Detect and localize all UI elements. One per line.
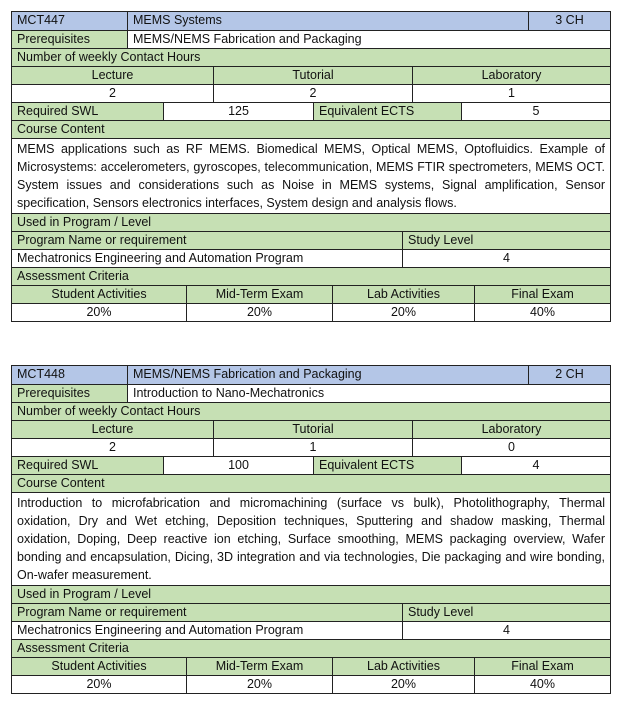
laboratory-value: 1: [412, 85, 610, 102]
prerequisites-label: Prerequisites: [12, 31, 127, 48]
prerequisites-row: [12, 384, 610, 402]
swl-row: [12, 102, 610, 120]
level-header: Study Level: [402, 604, 610, 621]
ects-value: 5: [461, 103, 610, 120]
ects-value: 4: [461, 457, 610, 474]
tutorial-header: Tutorial: [213, 421, 412, 438]
hours-values-row: [12, 438, 610, 456]
program-name: Mechatronics Engineering and Automation Program: [12, 622, 402, 639]
program-header-row: [12, 603, 610, 621]
course-table-mct448: [11, 365, 611, 694]
assessment-label: Assessment Criteria: [12, 268, 610, 285]
level-header: Study Level: [402, 232, 610, 249]
laboratory-header: Laboratory: [412, 67, 610, 84]
used-in-row: [12, 585, 610, 603]
content-row: [12, 492, 610, 585]
credit-hours: 3 CH: [528, 12, 610, 30]
contact-hours-label: Number of weekly Contact Hours: [12, 403, 610, 420]
used-in-label: Used in Program / Level: [12, 586, 610, 603]
lab-activities-value: 20%: [332, 676, 474, 693]
hours-header-row: [12, 66, 610, 84]
used-in-row: [12, 213, 610, 231]
assessment-values-row: [12, 675, 610, 693]
ects-label: Equivalent ECTS: [313, 457, 461, 474]
hours-values-row: [12, 84, 610, 102]
tutorial-header: Tutorial: [213, 67, 412, 84]
lab-activities-value: 20%: [332, 304, 474, 321]
contact-hours-label-row: [12, 402, 610, 420]
contact-hours-label: Number of weekly Contact Hours: [12, 49, 610, 66]
lab-activities-header: Lab Activities: [332, 658, 474, 675]
swl-label: Required SWL: [12, 103, 163, 120]
prerequisites-label: Prerequisites: [12, 385, 127, 402]
midterm-header: Mid-Term Exam: [186, 286, 332, 303]
tutorial-value: 1: [213, 439, 412, 456]
student-activities-value: 20%: [12, 304, 186, 321]
hours-header-row: [12, 420, 610, 438]
lecture-value: 2: [12, 85, 213, 102]
final-exam-header: Final Exam: [474, 658, 610, 675]
lab-activities-header: Lab Activities: [332, 286, 474, 303]
course-title: MEMS/NEMS Fabrication and Packaging: [127, 366, 528, 384]
program-value-row: [12, 621, 610, 639]
program-header-row: [12, 231, 610, 249]
program-header: Program Name or requirement: [12, 232, 402, 249]
midterm-value: 20%: [186, 304, 332, 321]
laboratory-header: Laboratory: [412, 421, 610, 438]
assessment-label: Assessment Criteria: [12, 640, 610, 657]
prerequisites-value: MEMS/NEMS Fabrication and Packaging: [127, 31, 610, 48]
midterm-header: Mid-Term Exam: [186, 658, 332, 675]
content-row: [12, 138, 610, 213]
student-activities-value: 20%: [12, 676, 186, 693]
program-name: Mechatronics Engineering and Automation Program: [12, 250, 402, 267]
student-activities-header: Student Activities: [12, 286, 186, 303]
prerequisites-row: [12, 30, 610, 48]
course-header-row: [12, 12, 610, 30]
tutorial-value: 2: [213, 85, 412, 102]
content-label: Course Content: [12, 121, 610, 138]
swl-row: [12, 456, 610, 474]
content-label-row: [12, 120, 610, 138]
content-label: Course Content: [12, 475, 610, 492]
swl-value: 125: [163, 103, 313, 120]
used-in-label: Used in Program / Level: [12, 214, 610, 231]
program-header: Program Name or requirement: [12, 604, 402, 621]
assessment-values-row: [12, 303, 610, 321]
midterm-value: 20%: [186, 676, 332, 693]
course-code: MCT447: [12, 12, 127, 30]
prerequisites-value: Introduction to Nano-Mechatronics: [127, 385, 610, 402]
laboratory-value: 0: [412, 439, 610, 456]
course-content: MEMS applications such as RF MEMS. Biomedical MEMS, Optical MEMS, Optofluidics. Example of Microsystems: accelerometers, gyroscopes, telecommunication, MEMS FTIR spectrometers, MEMS OCT. System issues and considerations such as Noise in MEMS systems, Signal amplification, Sensor specification, Sensors electronics interfaces, System design and analysis flows.: [12, 139, 610, 213]
credit-hours: 2 CH: [528, 366, 610, 384]
lecture-header: Lecture: [12, 421, 213, 438]
assessment-label-row: [12, 267, 610, 285]
lecture-value: 2: [12, 439, 213, 456]
assessment-header-row: [12, 657, 610, 675]
contact-hours-label-row: [12, 48, 610, 66]
swl-label: Required SWL: [12, 457, 163, 474]
course-table-mct447: [11, 11, 611, 322]
study-level: 4: [402, 250, 610, 267]
content-label-row: [12, 474, 610, 492]
swl-value: 100: [163, 457, 313, 474]
course-header-row: [12, 366, 610, 384]
course-title: MEMS Systems: [127, 12, 528, 30]
course-code: MCT448: [12, 366, 127, 384]
study-level: 4: [402, 622, 610, 639]
final-exam-value: 40%: [474, 676, 610, 693]
program-value-row: [12, 249, 610, 267]
final-exam-value: 40%: [474, 304, 610, 321]
assessment-label-row: [12, 639, 610, 657]
final-exam-header: Final Exam: [474, 286, 610, 303]
assessment-header-row: [12, 285, 610, 303]
ects-label: Equivalent ECTS: [313, 103, 461, 120]
student-activities-header: Student Activities: [12, 658, 186, 675]
lecture-header: Lecture: [12, 67, 213, 84]
course-content: Introduction to microfabrication and micromachining (surface vs bulk), Photolithography, Thermal oxidation, Dry and Wet etching, Deposition techniques, Sputtering and shadow masking, Thermal oxidation, Doping, Deep reactive ion etching, Surface smoothing, MEMS packaging overview, Wafer bonding and encapsulation, Dicing, 3D integration and via technologies, Die packaging and wire bonding, On-wafer measurement.: [12, 493, 610, 585]
